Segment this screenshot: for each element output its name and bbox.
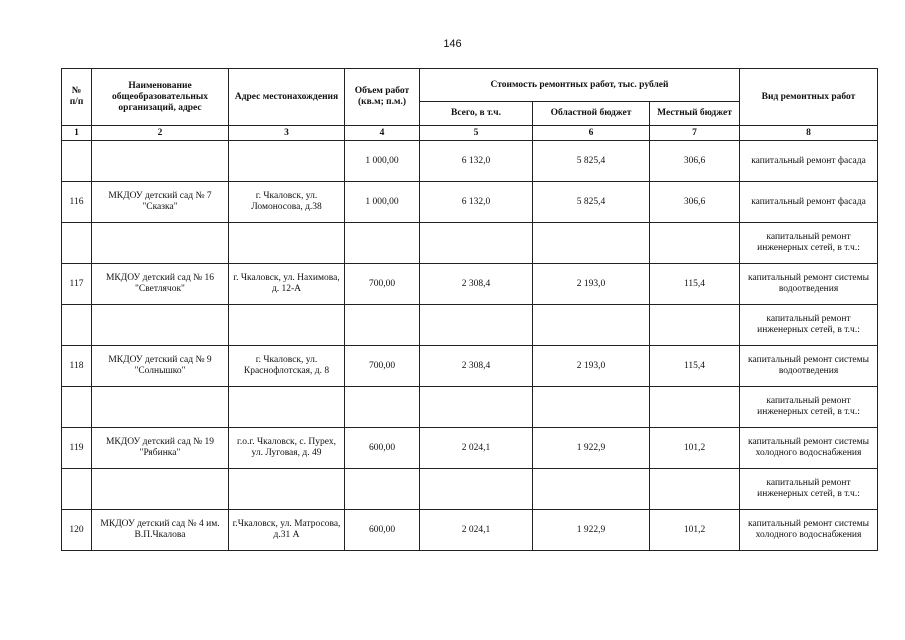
cell-address: г.Чкаловск, ул. Матросова, д.31 А — [229, 510, 345, 551]
cell-name — [92, 469, 229, 510]
table-row — [62, 387, 878, 428]
cell-address — [229, 387, 345, 428]
cell-name — [92, 141, 229, 182]
cell-regional: 1 922,9 — [533, 428, 650, 469]
cell-total: 6 132,0 — [420, 182, 533, 223]
repair-works-table — [61, 68, 878, 551]
cell-volume: 1 000,00 — [345, 182, 420, 223]
cell-kind: капитальный ремонт инженерных сетей, в т.ч.: — [740, 387, 878, 428]
table-row — [62, 182, 878, 223]
cell-local: 115,4 — [650, 264, 740, 305]
cell-total: 2 308,4 — [420, 264, 533, 305]
cell-no: 120 — [62, 510, 92, 551]
cell-address — [229, 223, 345, 264]
cell-regional — [533, 469, 650, 510]
cell-regional — [533, 305, 650, 346]
cell-total — [420, 469, 533, 510]
cell-total — [420, 305, 533, 346]
cell-local — [650, 469, 740, 510]
cell-kind: капитальный ремонт системы водоотведения — [740, 346, 878, 387]
cell-volume — [345, 469, 420, 510]
cell-volume — [345, 387, 420, 428]
table-row — [62, 264, 878, 305]
cell-total: 2 024,1 — [420, 510, 533, 551]
header-cost: Стоимость ремонтных работ, тыс. рублей — [420, 69, 740, 102]
cell-no: 119 — [62, 428, 92, 469]
header-local: Местный бюджет — [650, 102, 740, 126]
header-total: Всего, в т.ч. — [420, 102, 533, 126]
cell-total: 2 024,1 — [420, 428, 533, 469]
cell-total — [420, 223, 533, 264]
column-numbers-row — [62, 126, 878, 141]
cell-volume: 1 000,00 — [345, 141, 420, 182]
cell-local: 101,2 — [650, 510, 740, 551]
cell-volume: 600,00 — [345, 428, 420, 469]
cell-name: МКДОУ детский сад № 16 "Светлячок" — [92, 264, 229, 305]
cell-kind: капитальный ремонт системы холодного водоснабжения — [740, 428, 878, 469]
table-row — [62, 305, 878, 346]
cell-name: МКДОУ детский сад № 4 им. В.П.Чкалова — [92, 510, 229, 551]
table-row — [62, 223, 878, 264]
cell-volume — [345, 305, 420, 346]
header-name: Наименование общеобразовательных организаций, адрес — [92, 69, 229, 126]
column-number: 6 — [533, 126, 650, 141]
cell-total — [420, 387, 533, 428]
cell-kind: капитальный ремонт фасада — [740, 182, 878, 223]
table-row — [62, 469, 878, 510]
cell-local — [650, 305, 740, 346]
column-number: 3 — [229, 126, 345, 141]
cell-volume: 600,00 — [345, 510, 420, 551]
cell-local: 306,6 — [650, 141, 740, 182]
table-row — [62, 428, 878, 469]
header-kind: Вид ремонтных работ — [740, 69, 878, 126]
cell-no — [62, 387, 92, 428]
cell-address — [229, 305, 345, 346]
cell-volume: 700,00 — [345, 264, 420, 305]
cell-local — [650, 223, 740, 264]
cell-no: 118 — [62, 346, 92, 387]
column-number: 8 — [740, 126, 878, 141]
cell-regional: 5 825,4 — [533, 141, 650, 182]
cell-kind: капитальный ремонт системы водоотведения — [740, 264, 878, 305]
header-no: № п/п — [62, 69, 92, 126]
cell-regional — [533, 223, 650, 264]
cell-regional — [533, 387, 650, 428]
table-row — [62, 141, 878, 182]
cell-no — [62, 305, 92, 346]
cell-address: г. Чкаловск, ул. Краснофлотская, д. 8 — [229, 346, 345, 387]
header-volume: Объем работ (кв.м; п.м.) — [345, 69, 420, 126]
cell-local: 306,6 — [650, 182, 740, 223]
cell-local: 101,2 — [650, 428, 740, 469]
cell-no — [62, 141, 92, 182]
column-number: 5 — [420, 126, 533, 141]
cell-name: МКДОУ детский сад № 9 "Солнышко" — [92, 346, 229, 387]
cell-kind: капитальный ремонт системы холодного водоснабжения — [740, 510, 878, 551]
cell-local — [650, 387, 740, 428]
column-number: 2 — [92, 126, 229, 141]
cell-name — [92, 305, 229, 346]
cell-kind: капитальный ремонт инженерных сетей, в т.ч.: — [740, 305, 878, 346]
cell-kind: капитальный ремонт инженерных сетей, в т.ч.: — [740, 223, 878, 264]
cell-total: 6 132,0 — [420, 141, 533, 182]
cell-regional: 5 825,4 — [533, 182, 650, 223]
header-address: Адрес местонахождения — [229, 69, 345, 126]
cell-address: г. Чкаловск, ул. Нахимова, д. 12-А — [229, 264, 345, 305]
column-number: 7 — [650, 126, 740, 141]
cell-address — [229, 469, 345, 510]
cell-regional: 1 922,9 — [533, 510, 650, 551]
cell-address: г. Чкаловск, ул. Ломоносова, д.38 — [229, 182, 345, 223]
cell-total: 2 308,4 — [420, 346, 533, 387]
table-row — [62, 346, 878, 387]
page-number: 146 — [443, 38, 462, 50]
cell-name: МКДОУ детский сад № 19 "Рябинка" — [92, 428, 229, 469]
header-regional: Областной бюджет — [533, 102, 650, 126]
cell-local: 115,4 — [650, 346, 740, 387]
cell-address — [229, 141, 345, 182]
cell-no — [62, 223, 92, 264]
cell-volume: 700,00 — [345, 346, 420, 387]
cell-kind: капитальный ремонт фасада — [740, 141, 878, 182]
cell-name — [92, 387, 229, 428]
cell-no — [62, 469, 92, 510]
table-row — [62, 510, 878, 551]
column-number: 1 — [62, 126, 92, 141]
cell-regional: 2 193,0 — [533, 264, 650, 305]
column-number: 4 — [345, 126, 420, 141]
cell-volume — [345, 223, 420, 264]
cell-regional: 2 193,0 — [533, 346, 650, 387]
cell-no: 117 — [62, 264, 92, 305]
cell-name — [92, 223, 229, 264]
cell-name: МКДОУ детский сад № 7 "Сказка" — [92, 182, 229, 223]
cell-address: г.о.г. Чкаловск, с. Пурех, ул. Луговая, д. 49 — [229, 428, 345, 469]
cell-kind: капитальный ремонт инженерных сетей, в т.ч.: — [740, 469, 878, 510]
cell-no: 116 — [62, 182, 92, 223]
